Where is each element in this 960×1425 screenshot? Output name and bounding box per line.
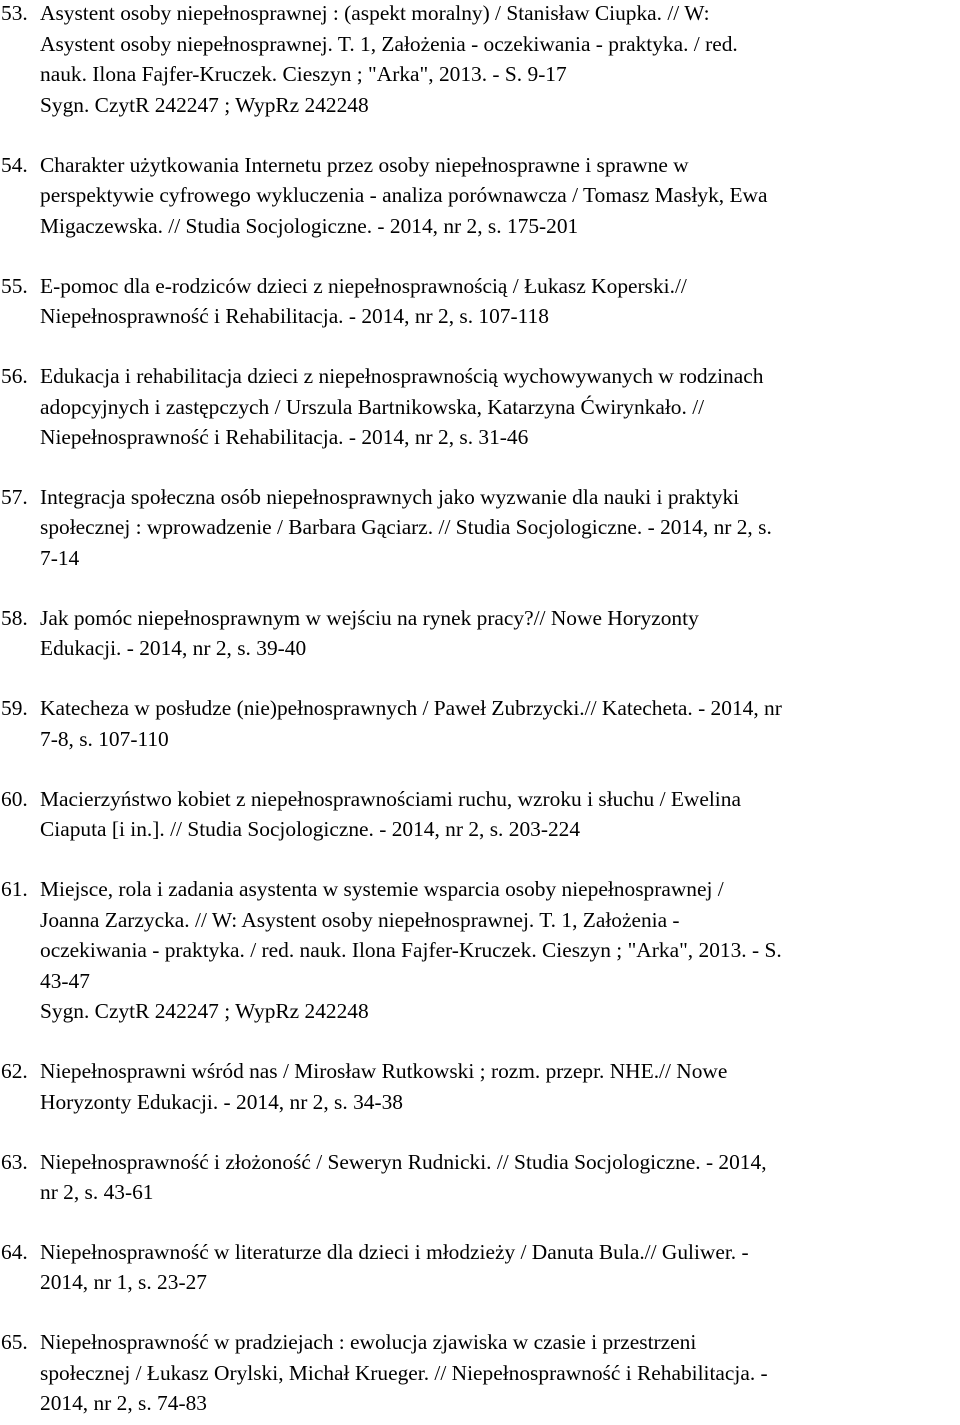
entry-number: 65. [1, 1330, 28, 1355]
entry-text-line: nauk. Ilona Fajfer-Kruczek. Cieszyn ; "Arka", 2013. - S. 9-17 [40, 62, 567, 87]
entry-text-line: Integracja społeczna osób niepełnosprawnych jako wyzwanie dla nauki i praktyki [40, 484, 740, 509]
entry-text-line: Katecheza w posłudze (nie)pełnosprawnych / Paweł Zubrzycki.// Katecheta. - 2014, nr [40, 696, 782, 721]
entry-text-line: społecznej / Łukasz Orylski, Michał Krueger. // Niepełnosprawność i Rehabilitacja. - [40, 1360, 768, 1385]
entry-text-line: Asystent osoby niepełnosprawnej : (aspekt moralny) / Stanisław Ciupka. // W: [40, 1, 710, 25]
entry-text-line: Niepełnosprawność i złożoność / Seweryn Rudnicki. // Studia Socjologiczne. - 2014, [40, 1149, 767, 1174]
entry-number: 54. [1, 152, 28, 177]
entry-text-line: Horyzonty Edukacji. - 2014, nr 2, s. 34-38 [40, 1089, 403, 1114]
entry-text-line: Macierzyństwo kobiet z niepełnosprawnościami ruchu, wzroku i słuchu / Ewelina [40, 786, 741, 811]
bibliography-entry [0, 150, 960, 242]
entry-text-line: adopcyjnych i zastępczych / Urszula Bartnikowska, Katarzyna Ćwirynkało. // [40, 394, 705, 419]
entry-text-line: Asystent osoby niepełnosprawnej. T. 1, Założenia - oczekiwania - praktyka. / red. [40, 31, 738, 56]
entry-text-line: Joanna Zarzycka. // W: Asystent osoby niepełnosprawnej. T. 1, Założenia - [40, 907, 680, 932]
entry-text-line: Niepełnosprawność w pradziejach : ewolucja zjawiska w czasie i przestrzeni [40, 1330, 697, 1355]
bibliography-entry [0, 693, 960, 754]
entry-number: 64. [1, 1239, 28, 1264]
bibliography-entry [0, 482, 960, 574]
entry-text-line: Niepełnosprawność w literaturze dla dzieci i młodzieży / Danuta Bula.// Guliwer. - [40, 1239, 749, 1264]
bibliography-entry [0, 603, 960, 664]
entry-number: 58. [1, 605, 28, 630]
entry-text-line: Jak pomóc niepełnosprawnym w wejściu na rynek pracy?// Nowe Horyzonty [40, 605, 699, 630]
entry-number: 59. [1, 696, 28, 721]
entry-text-line: 2014, nr 1, s. 23-27 [40, 1270, 207, 1295]
bibliography-entry [0, 361, 960, 453]
entry-text-line: Miejsce, rola i zadania asystenta w systemie wsparcia osoby niepełnosprawnej / [40, 876, 724, 901]
bibliography-entry [0, 784, 960, 845]
entry-text-line: Edukacji. - 2014, nr 2, s. 39-40 [40, 636, 307, 661]
entry-text-line: Niepełnosprawność i Rehabilitacja. - 2014, nr 2, s. 107-118 [40, 304, 549, 329]
entry-number: 57. [1, 484, 28, 509]
entry-number: 61. [1, 876, 28, 901]
entry-text-line: społecznej : wprowadzenie / Barbara Gąciarz. // Studia Socjologiczne. - 2014, nr 2, s. [40, 515, 772, 540]
entry-text-line: Charakter użytkowania Internetu przez osoby niepełnosprawne i sprawne w [40, 152, 689, 177]
entry-text-line: 7-8, s. 107-110 [40, 726, 169, 751]
entry-text-line: Sygn. CzytR 242247 ; WypRz 242248 [40, 92, 369, 117]
entry-number: 55. [1, 273, 28, 298]
entry-text-line: Ciaputa [i in.]. // Studia Socjologiczne. - 2014, nr 2, s. 203-224 [40, 817, 581, 842]
entry-text-line: Niepełnosprawność i Rehabilitacja. - 2014, nr 2, s. 31-46 [40, 425, 529, 450]
entry-number: 60. [1, 786, 28, 811]
bibliography-entry [0, 1237, 960, 1298]
entry-text-line: 7-14 [40, 546, 80, 571]
entry-text-line: perspektywie cyfrowego wykluczenia - analiza porównawcza / Tomasz Masłyk, Ewa [40, 183, 768, 208]
entry-text-line: Niepełnosprawni wśród nas / Mirosław Rutkowski ; rozm. przepr. NHE.// Nowe [40, 1059, 728, 1084]
bibliography-entry [0, 271, 960, 332]
entry-text-line: Migaczewska. // Studia Socjologiczne. - 2014, nr 2, s. 175-201 [40, 213, 579, 238]
bibliography-entry [0, 0, 960, 120]
entry-text-line: E-pomoc dla e-rodziców dzieci z niepełnosprawnością / Łukasz Koperski.// [40, 273, 687, 298]
entry-text-line: Sygn. CzytR 242247 ; WypRz 242248 [40, 999, 369, 1024]
entry-text-line: oczekiwania - praktyka. / red. nauk. Ilona Fajfer-Kruczek. Cieszyn ; "Arka", 2013. - S. [40, 938, 782, 963]
bibliography-entry [0, 1327, 960, 1419]
entry-number: 56. [1, 363, 28, 388]
entry-number: 62. [1, 1059, 28, 1084]
bibliography-entry [0, 874, 960, 1027]
entry-text-line: Edukacja i rehabilitacja dzieci z niepełnosprawnością wychowywanych w rodzinach [40, 363, 764, 388]
entry-text-line: nr 2, s. 43-61 [40, 1180, 154, 1205]
entry-number: 53. [1, 1, 28, 25]
bibliography-entry [0, 1056, 960, 1117]
entry-text-line: 43-47 [40, 968, 90, 993]
bibliography-entry [0, 1147, 960, 1208]
entry-number: 63. [1, 1149, 28, 1174]
entry-text-line: 2014, nr 2, s. 74-83 [40, 1391, 207, 1416]
